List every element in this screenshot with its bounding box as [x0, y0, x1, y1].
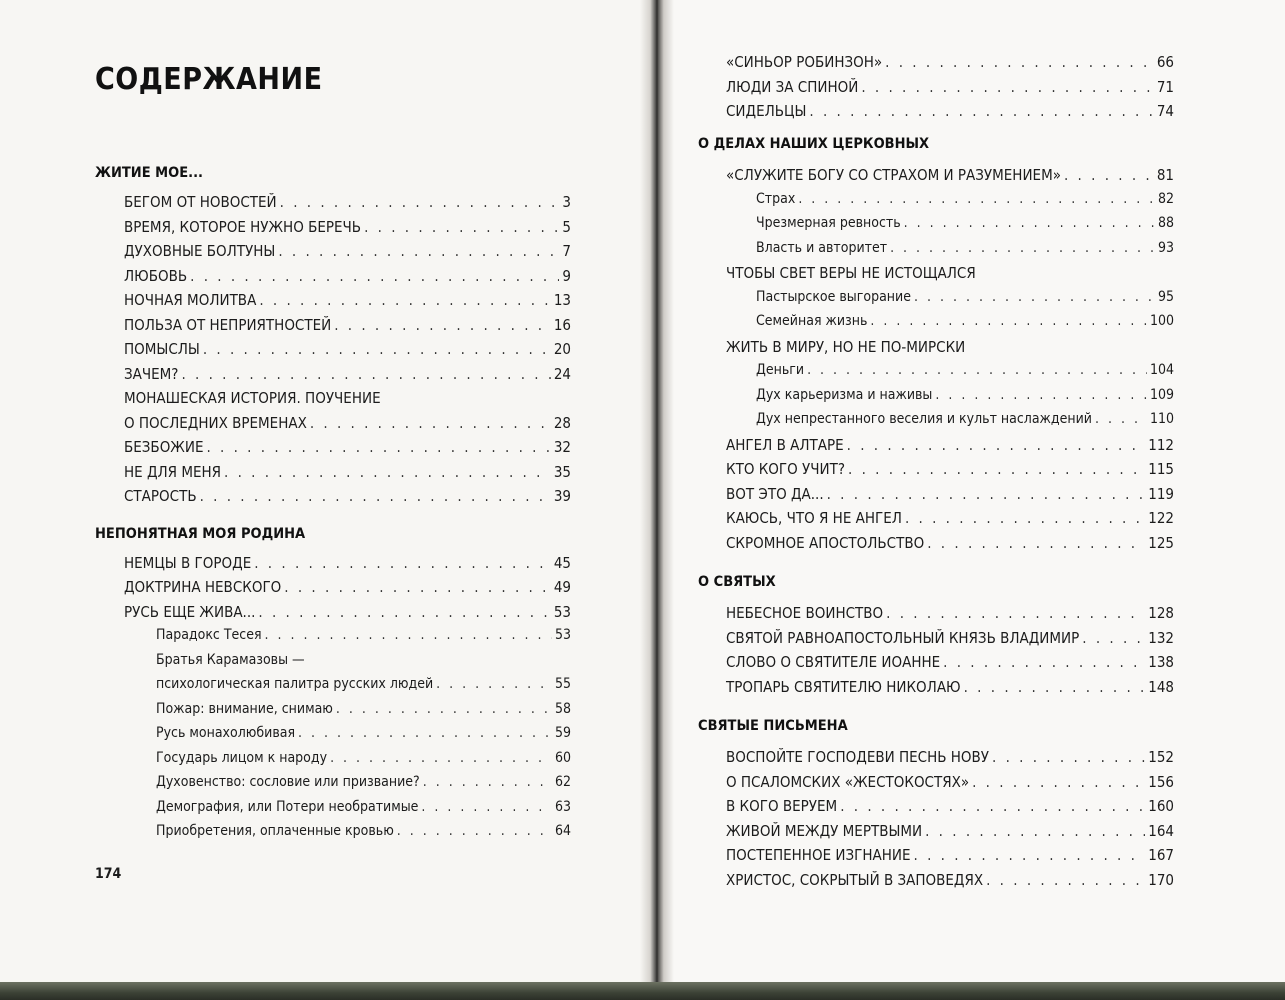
leader-dots: [259, 291, 551, 309]
leader-dots: [848, 460, 1145, 478]
toc-subentry: [156, 725, 571, 741]
book-cover-edge: [0, 982, 1285, 1000]
entry-page-number: 112: [1148, 435, 1174, 454]
entry-title: ПОСТЕПЕННОЕ ИЗГНАНИЕ: [726, 846, 911, 864]
toc-entry: [726, 653, 1174, 671]
right-page: [662, 0, 1285, 982]
entry-title: Пастырское выгорание: [756, 288, 911, 305]
section-heading: ЖИТИЕ МОЕ...: [95, 165, 204, 181]
toc-entry: [726, 509, 1174, 527]
entry-title: НОЧНАЯ МОЛИТВА: [124, 291, 257, 309]
entry-page-number: 63: [554, 798, 571, 815]
book-spine-gutter: [640, 0, 674, 1000]
toc-entry: [124, 340, 571, 358]
entry-page-number: 55: [554, 676, 571, 692]
entry-title: ХРИСТОС, СОКРЫТЫЙ В ЗАПОВЕДЯХ: [726, 870, 984, 889]
entry-title: СЛОВО О СВЯТИТЕЛЕ ИОАННЕ: [726, 653, 941, 671]
entry-page-number: 59: [554, 725, 571, 741]
toc-subentry: [156, 676, 571, 692]
toc-subentry: [756, 411, 1174, 427]
toc-entry: [726, 102, 1174, 120]
toc-subentry: [756, 362, 1174, 378]
leader-dots: [890, 240, 1155, 256]
entry-page-number: 5: [562, 217, 571, 236]
toc-entry: [124, 603, 571, 621]
toc-entry: [726, 678, 1174, 696]
entry-page-number: 115: [1148, 460, 1174, 478]
entry-title: ЛЮБОВЬ: [124, 266, 188, 285]
leader-dots: [964, 678, 1146, 696]
section-heading: О ДЕЛАХ НАШИХ ЦЕРКОВНЫХ: [698, 136, 930, 152]
leader-dots: [861, 78, 1153, 96]
entry-page-number: 16: [553, 315, 571, 334]
entry-page-number: 93: [1157, 239, 1174, 256]
leader-dots: [278, 242, 559, 260]
entry-page-number: 64: [554, 823, 571, 839]
entry-page-number: 104: [1149, 362, 1174, 378]
toc-entry: [124, 218, 571, 236]
entry-title: ДУХОВНЫЕ БОЛТУНЫ: [124, 242, 276, 260]
entry-title: Чрезмерная ревность: [756, 215, 901, 231]
leader-dots: [885, 53, 1154, 71]
toc-subentry: [156, 823, 571, 839]
toc-entry: [124, 316, 571, 334]
toc-subentry: [756, 313, 1174, 329]
leader-dots: [206, 438, 550, 456]
leader-dots: [336, 701, 552, 717]
leader-dots: [927, 534, 1145, 552]
entry-title: ВРЕМЯ, КОТОРОЕ НУЖНО БЕРЕЧЬ: [124, 217, 362, 236]
entry-title: «СЛУЖИТЕ БОГУ СО СТРАХОМ И РАЗУМЕНИЕМ»: [726, 166, 1061, 184]
entry-title: ЖИВОЙ МЕЖДУ МЕРТВЫМИ: [726, 821, 923, 840]
toc-entry: [124, 554, 571, 572]
leader-dots: [798, 191, 1155, 207]
toc-entry: [124, 438, 571, 456]
entry-title: КТО КОГО УЧИТ?: [726, 460, 846, 478]
entry-title: БЕГОМ ОТ НОВОСТЕЙ: [124, 193, 277, 211]
entry-page-number: 167: [1148, 846, 1174, 864]
entry-title: ВОТ ЭТО ДА...: [726, 484, 824, 503]
leader-dots: [943, 653, 1145, 671]
entry-page-number: 156: [1148, 772, 1174, 791]
entry-page-number: 24: [553, 364, 571, 383]
entry-title: Духовенство: сословие или призвание?: [156, 774, 420, 790]
toc-subentry: Братья Карамазовы —: [156, 651, 305, 668]
toc-subentry: [156, 750, 571, 766]
entry-title: ПОМЫСЛЫ: [124, 340, 200, 358]
toc-entry: [726, 460, 1174, 478]
entry-page-number: 109: [1149, 386, 1174, 403]
entry-title: Дух непрестанного веселия и культ наслаждений: [756, 411, 1092, 427]
leader-dots: [421, 799, 552, 815]
entry-page-number: 49: [553, 578, 571, 596]
entry-title: КАЮСЬ, ЧТО Я НЕ АНГЕЛ: [726, 509, 902, 527]
entry-page-number: 100: [1149, 313, 1174, 329]
entry-title: НЕ ДЛЯ МЕНЯ: [124, 462, 222, 481]
leader-dots: [992, 748, 1145, 766]
toc-subentry: [756, 191, 1174, 207]
entry-page-number: 164: [1148, 821, 1174, 840]
entry-page-number: 3: [562, 193, 571, 211]
entry-page-number: 110: [1149, 411, 1174, 427]
leader-dots: [436, 676, 552, 692]
toc-entry: [726, 78, 1174, 96]
leader-dots: [280, 193, 560, 211]
toc-entry: [726, 748, 1174, 766]
leader-dots: [914, 846, 1146, 864]
toc-entry: [124, 463, 571, 481]
entry-title: Семейная жизнь: [756, 313, 868, 329]
leader-dots: [258, 603, 550, 621]
entry-page-number: 95: [1157, 288, 1174, 305]
entry-title: Демография, или Потери необратимые: [156, 798, 419, 815]
entry-page-number: 122: [1148, 509, 1174, 527]
entry-page-number: 128: [1148, 604, 1174, 622]
entry-page-number: 62: [554, 774, 571, 790]
entry-page-number: 9: [562, 266, 571, 285]
entry-title: РУСЬ ЕЩЕ ЖИВА...: [124, 602, 256, 621]
entry-title: ЗАЧЕМ?: [124, 364, 179, 383]
leader-dots: [986, 871, 1145, 889]
toc-subentry: [156, 627, 571, 643]
page-title: СОДЕРЖАНИЕ: [95, 62, 323, 97]
leader-dots: [310, 414, 551, 432]
entry-page-number: 53: [553, 602, 571, 621]
toc-entry: [124, 365, 571, 383]
entry-title: «СИНЬОР РОБИНЗОН»: [726, 53, 883, 71]
entry-title: ДОКТРИНА НЕВСКОГО: [124, 578, 282, 596]
leader-dots: [284, 578, 551, 596]
toc-entry: [726, 53, 1174, 71]
leader-dots: [904, 215, 1155, 231]
toc-entry: [726, 846, 1174, 864]
entry-page-number: 28: [553, 413, 571, 432]
toc-entry: [124, 242, 571, 260]
entry-title: Пожар: внимание, снимаю: [156, 700, 333, 717]
entry-title: ЛЮДИ ЗА СПИНОЙ: [726, 77, 859, 96]
entry-page-number: 81: [1156, 166, 1174, 184]
leader-dots: [364, 218, 559, 236]
entry-title: Парадокс Тесея: [156, 627, 262, 643]
entry-title: Страх: [756, 190, 796, 207]
leader-dots: [397, 823, 552, 839]
entry-title: О ПОСЛЕДНИХ ВРЕМЕНАХ: [124, 413, 307, 432]
toc-entry: ЧТОБЫ СВЕТ ВЕРЫ НЕ ИСТОЩАЛСЯ: [726, 264, 976, 282]
leader-dots: [190, 267, 559, 285]
entry-page-number: 20: [553, 340, 571, 358]
leader-dots: [181, 365, 550, 383]
leader-dots: [423, 774, 552, 790]
entry-title: Дух карьеризма и наживы: [756, 386, 933, 403]
entry-title: НЕМЦЫ В ГОРОДЕ: [124, 553, 252, 572]
entry-title: В КОГО ВЕРУЕМ: [726, 797, 838, 815]
entry-title: СКРОМНОЕ АПОСТОЛЬСТВО: [726, 533, 925, 552]
toc-entry: [124, 291, 571, 309]
entry-page-number: 148: [1148, 677, 1174, 696]
entry-page-number: 32: [553, 438, 571, 456]
entry-title: Государь лицом к народу: [156, 749, 328, 766]
entry-title: ТРОПАРЬ СВЯТИТЕЛЮ НИКОЛАЮ: [726, 677, 961, 696]
entry-page-number: 88: [1157, 215, 1174, 231]
toc-subentry: [156, 701, 571, 717]
entry-title: БЕЗБОЖИЕ: [124, 438, 204, 456]
entry-page-number: 119: [1148, 484, 1174, 503]
leader-dots: [905, 509, 1145, 527]
entry-page-number: 71: [1156, 77, 1174, 96]
entry-title: психологическая палитра русских людей: [156, 676, 434, 692]
leader-dots: [809, 102, 1153, 120]
section-heading: О СВЯТЫХ: [698, 574, 776, 590]
toc-subentry: [156, 774, 571, 790]
entry-title: СИДЕЛЬЦЫ: [726, 102, 807, 120]
toc-subentry: [756, 215, 1174, 231]
toc-entry: [726, 534, 1174, 552]
leader-dots: [200, 487, 551, 505]
toc-entry: [726, 797, 1174, 815]
entry-title: Приобретения, оплаченные кровью: [156, 823, 394, 839]
leader-dots: [807, 362, 1147, 378]
leader-dots: [265, 627, 552, 643]
toc-entry: [124, 487, 571, 505]
entry-title: НЕБЕСНОЕ ВОИНСТВО: [726, 604, 884, 622]
toc-entry: [726, 629, 1174, 647]
toc-subentry: [156, 799, 571, 815]
leader-dots: [203, 340, 551, 358]
entry-page-number: 74: [1156, 102, 1174, 120]
entry-page-number: 53: [554, 627, 571, 643]
entry-page-number: 125: [1148, 533, 1174, 552]
leader-dots: [1082, 629, 1145, 647]
leader-dots: [840, 797, 1145, 815]
entry-page-number: 138: [1148, 653, 1174, 671]
entry-title: СВЯТОЙ РАВНОАПОСТОЛЬНЫЙ КНЯЗЬ ВЛАДИМИР: [726, 628, 1080, 647]
leader-dots: [334, 316, 551, 334]
leader-dots: [224, 463, 551, 481]
toc-entry: [124, 578, 571, 596]
leader-dots: [886, 604, 1145, 622]
leader-dots: [925, 822, 1145, 840]
entry-page-number: 45: [553, 553, 571, 572]
entry-page-number: 170: [1148, 870, 1174, 889]
entry-page-number: 132: [1148, 628, 1174, 647]
entry-title: ПОЛЬЗА ОТ НЕПРИЯТНОСТЕЙ: [124, 315, 332, 334]
toc-entry: [124, 193, 571, 211]
section-heading: НЕПОНЯТНАЯ МОЯ РОДИНА: [95, 525, 306, 542]
toc-entry: [726, 604, 1174, 622]
leader-dots: [935, 387, 1147, 403]
entry-page-number: 13: [553, 291, 571, 309]
leader-dots: [914, 289, 1155, 305]
leader-dots: [870, 313, 1147, 329]
entry-title: АНГЕЛ В АЛТАРЕ: [726, 435, 844, 454]
entry-page-number: 160: [1148, 797, 1174, 815]
leader-dots: [972, 773, 1145, 791]
leader-dots: [254, 554, 551, 572]
toc-entry: [124, 267, 571, 285]
entry-title: СТАРОСТЬ: [124, 487, 197, 505]
toc-subentry: [756, 387, 1174, 403]
left-page: [0, 0, 650, 982]
entry-page-number: 7: [562, 242, 571, 260]
toc-entry: [726, 871, 1174, 889]
entry-page-number: 82: [1157, 190, 1174, 207]
entry-title: Деньги: [756, 362, 805, 378]
leader-dots: [330, 750, 552, 766]
leader-dots: [1095, 411, 1147, 427]
toc-entry: [124, 414, 571, 432]
entry-page-number: 66: [1156, 53, 1174, 71]
page-number: 174: [95, 866, 122, 882]
leader-dots: [847, 436, 1146, 454]
toc-entry: [726, 773, 1174, 791]
toc-entry: [726, 485, 1174, 503]
entry-page-number: 58: [554, 700, 571, 717]
toc-entry: [726, 822, 1174, 840]
leader-dots: [1064, 166, 1154, 184]
toc-entry: ЖИТЬ В МИРУ, НО НЕ ПО-МИРСКИ: [726, 337, 966, 356]
leader-dots: [298, 725, 552, 741]
entry-title: ВОСПОЙТЕ ГОСПОДЕВИ ПЕСНЬ НОВУ: [726, 748, 990, 766]
entry-title: Русь монахолюбивая: [156, 725, 296, 741]
toc-subentry: [756, 289, 1174, 305]
entry-page-number: 152: [1148, 748, 1174, 766]
toc-subentry: [756, 240, 1174, 256]
section-heading: СВЯТЫЕ ПИСЬМЕНА: [698, 718, 848, 734]
toc-entry: МОНАШЕСКАЯ ИСТОРИЯ. ПОУЧЕНИЕ: [124, 389, 381, 407]
toc-entry: [726, 166, 1174, 184]
leader-dots: [827, 485, 1146, 503]
entry-page-number: 60: [554, 749, 571, 766]
entry-title: О ПСАЛОМСКИХ «ЖЕСТОКОСТЯХ»: [726, 772, 970, 791]
entry-page-number: 39: [553, 487, 571, 505]
entry-page-number: 35: [553, 462, 571, 481]
entry-title: Власть и авторитет: [756, 239, 888, 256]
toc-entry: [726, 436, 1174, 454]
